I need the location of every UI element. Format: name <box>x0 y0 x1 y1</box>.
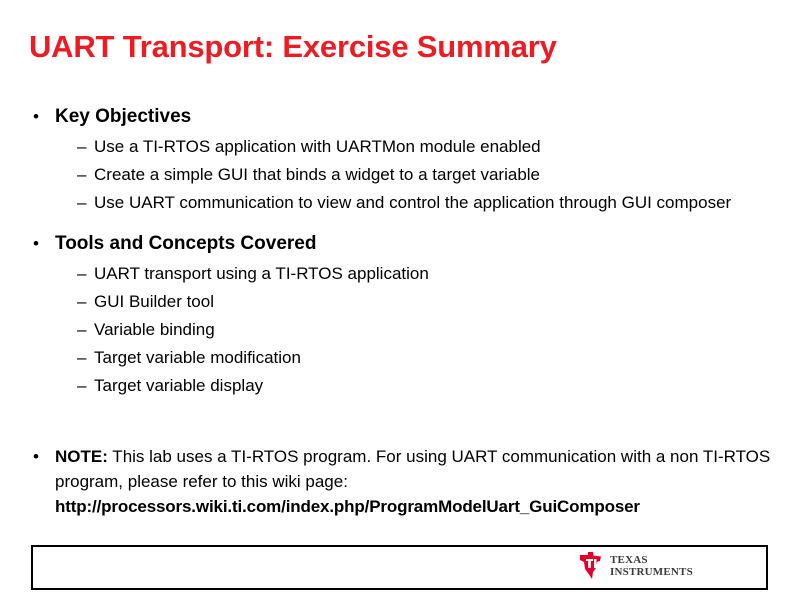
list-item <box>77 133 774 161</box>
section-heading-tools-and-concepts <box>29 231 774 257</box>
list-item-label: Target variable modification <box>94 348 301 367</box>
list-item <box>77 372 774 400</box>
note-paragraph <box>29 444 774 519</box>
list-item <box>77 316 774 344</box>
bullet-dash-icon: – <box>77 292 87 311</box>
list-item-label: UART transport using a TI-RTOS application <box>94 264 429 283</box>
section-spacer <box>29 217 774 231</box>
page-title: UART Transport: Exercise Summary <box>29 29 557 64</box>
ti-logo <box>578 551 693 581</box>
texas-instruments-mark-icon <box>578 551 604 581</box>
list-item-label: Variable binding <box>94 320 215 339</box>
note-body-text: This lab uses a TI-RTOS program. For using UART communication with a non TI-RTOS program, please refer to this wiki page: <box>55 447 771 491</box>
section-heading-label: Tools and Concepts Covered <box>55 233 317 254</box>
bullet-dash-icon: – <box>77 165 87 184</box>
ti-wordmark <box>610 554 693 578</box>
footer-box <box>31 545 768 590</box>
wiki-url-link[interactable]: http://processors.wiki.ti.com/index.php/ProgramModelUart_GuiComposer <box>55 497 640 516</box>
bullet-dash-icon: – <box>77 376 87 395</box>
list-item <box>77 260 774 288</box>
bullet-dash-icon: – <box>77 348 87 367</box>
section-heading-label: Key Objectives <box>55 106 192 127</box>
bullet-dot-icon: • <box>33 234 39 253</box>
note-lead-label: NOTE: <box>55 447 108 466</box>
list-item <box>77 344 774 372</box>
list-item-label: Use UART communication to view and control the application through GUI composer <box>94 193 732 212</box>
bullet-dash-icon: – <box>77 193 87 212</box>
list-item-label: Create a simple GUI that binds a widget to a target variable <box>94 165 541 184</box>
bullet-dash-icon: – <box>77 137 87 156</box>
list-item-label: GUI Builder tool <box>94 292 214 311</box>
bullet-dot-icon: • <box>33 447 39 466</box>
bullet-dash-icon: – <box>77 264 87 283</box>
list-item <box>77 288 774 316</box>
list-item <box>77 189 774 217</box>
ti-wordmark-line1: TEXAS <box>610 554 648 566</box>
bullet-dash-icon: – <box>77 320 87 339</box>
section-heading-key-objectives <box>29 104 774 130</box>
list-item <box>77 161 774 189</box>
ti-wordmark-line2: INSTRUMENTS <box>610 566 693 578</box>
list-item-label: Target variable display <box>94 376 264 395</box>
slide-body <box>29 104 774 400</box>
list-item-label: Use a TI-RTOS application with UARTMon module enabled <box>94 137 541 156</box>
bullet-dot-icon: • <box>33 107 39 126</box>
